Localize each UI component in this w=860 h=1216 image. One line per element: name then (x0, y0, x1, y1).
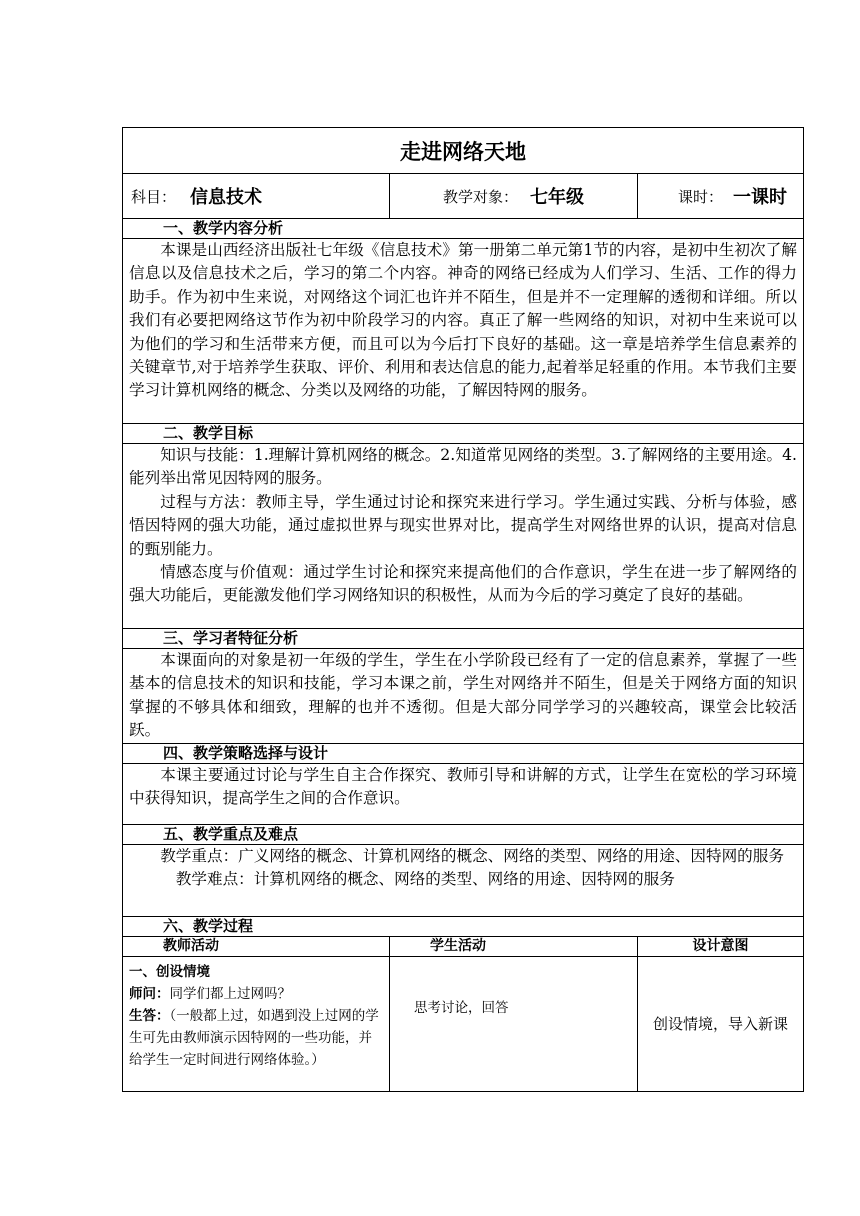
student-activity: 思考讨论，回答 (390, 956, 638, 1091)
learner-analysis (123, 649, 804, 744)
question-label: 师问： (129, 985, 170, 1002)
strategy (123, 763, 804, 824)
key-points (123, 844, 804, 916)
subject-label: 科目： (131, 187, 177, 206)
period-value: 一课时 (733, 187, 788, 208)
content-analysis-text: 本课是山西经济出版社七年级《信息技术》第一册第二单元第1节的内容，是初中生初次了解信息以及信息技术之后，学习的第二个内容。神奇的网络已经成为人们学习、生活、工作的得力助手。作为初中生来说，对网络这个词汇也许并不陌生，但是并不一定理解的透彻和详细。所以我们有必要把网络这节作为初中阶段学习的内容。真正了解一些网络的知识，对初中生来说可以为他们的学习和生活带来方便，而且可以为今后打下良好的基础。这一章是培养学生信息素养的关键章节,对于培养学生获取、评价、利用和表达信息的能力,起着举足轻重的作用。本节我们主要学习计算机网络的概念、分类以及网络的功能，了解因特网的服务。 (129, 241, 797, 400)
teaching-objectives (123, 444, 804, 629)
strategy-text: 本课主要通过讨论与学生自主合作探究、教师引导和讲解的方式，让学生在宽松的学习环境中获得知识，提高学生之间的合作意识。 (129, 765, 797, 808)
section-heading: 六、教学过程 (123, 916, 804, 936)
section-heading: 一、教学内容分析 (123, 219, 804, 239)
design-intent: 创设情境，导入新课 (638, 956, 804, 1091)
period-label: 课时： (678, 187, 724, 206)
question-text: 同学们都上过网吗？ (169, 985, 291, 1002)
teacher-activity (123, 956, 390, 1091)
subject-cell (123, 174, 390, 219)
key-point-text: 教学重点：广义网络的概念、计算机网络的概念、网络的类型、网络的用途、因特网的服务 (160, 846, 784, 865)
process-header-row (123, 936, 804, 956)
content-analysis (123, 239, 804, 424)
audience-value: 七年级 (530, 187, 584, 208)
section-heading: 二、教学目标 (123, 424, 804, 444)
header-student: 学生活动 (390, 936, 638, 956)
audience-cell (390, 174, 638, 219)
objective-attitude: 情感态度与价值观：通过学生讨论和探究来提高他们的合作意识，学生在进一步了解网络的强大功能后，更能激发他们学习网络知识的积极性，从而为今后的学习奠定了良好的基础。 (129, 563, 797, 605)
lesson-plan-table (122, 127, 804, 1092)
lesson-plan (122, 127, 803, 1092)
subject-value: 信息技术 (190, 187, 263, 208)
header-teacher: 教师活动 (123, 936, 390, 956)
section-heading: 五、教学重点及难点 (123, 824, 804, 844)
objective-knowledge: 知识与技能：1.理解计算机网络的概念。2.知道常见网络的类型。3.了解网络的主要用途。4.能列举出常见因特网的服务。 (129, 446, 797, 488)
audience-label: 教学对象： (442, 187, 518, 206)
learner-analysis-text: 本课面向的对象是初一年级的学生，学生在小学阶段已经有了一定的信息素养，掌握了一些基本的信息技术的知识和技能，学习本课之前，学生对网络并不陌生，但是关于网络方面的知识掌握的不够具体和细致，理解的也并不透彻。但是大部分同学学习的兴趣较高，课堂会比较活跃。 (129, 651, 797, 740)
header-intent: 设计意图 (638, 936, 804, 956)
step-title: 一、创设情境 (129, 963, 210, 980)
process-row (123, 956, 804, 1091)
section-heading: 三、学习者特征分析 (123, 629, 804, 649)
section-heading: 四、教学策略选择与设计 (123, 743, 804, 763)
answer-text: （一般都上过，如遇到没上过网的学生可先由教师演示因特网的一些功能，并给学生一定时间进行网络体验。） (129, 1007, 379, 1068)
period-cell (638, 174, 804, 219)
answer-label: 生答： (129, 1007, 170, 1024)
difficulty-text: 教学难点：计算机网络的概念、网络的类型、网络的用途、因特网的服务 (175, 870, 675, 889)
objective-process: 过程与方法：教师主导，学生通过讨论和探究来进行学习。学生通过实践、分析与体验，感悟因特网的强大功能，通过虚拟世界与现实世界对比，提高学生对网络世界的认识，提高对信息的甄别能力。 (129, 492, 797, 558)
info-row (123, 174, 804, 219)
document-title: 走进网络天地 (123, 128, 804, 174)
